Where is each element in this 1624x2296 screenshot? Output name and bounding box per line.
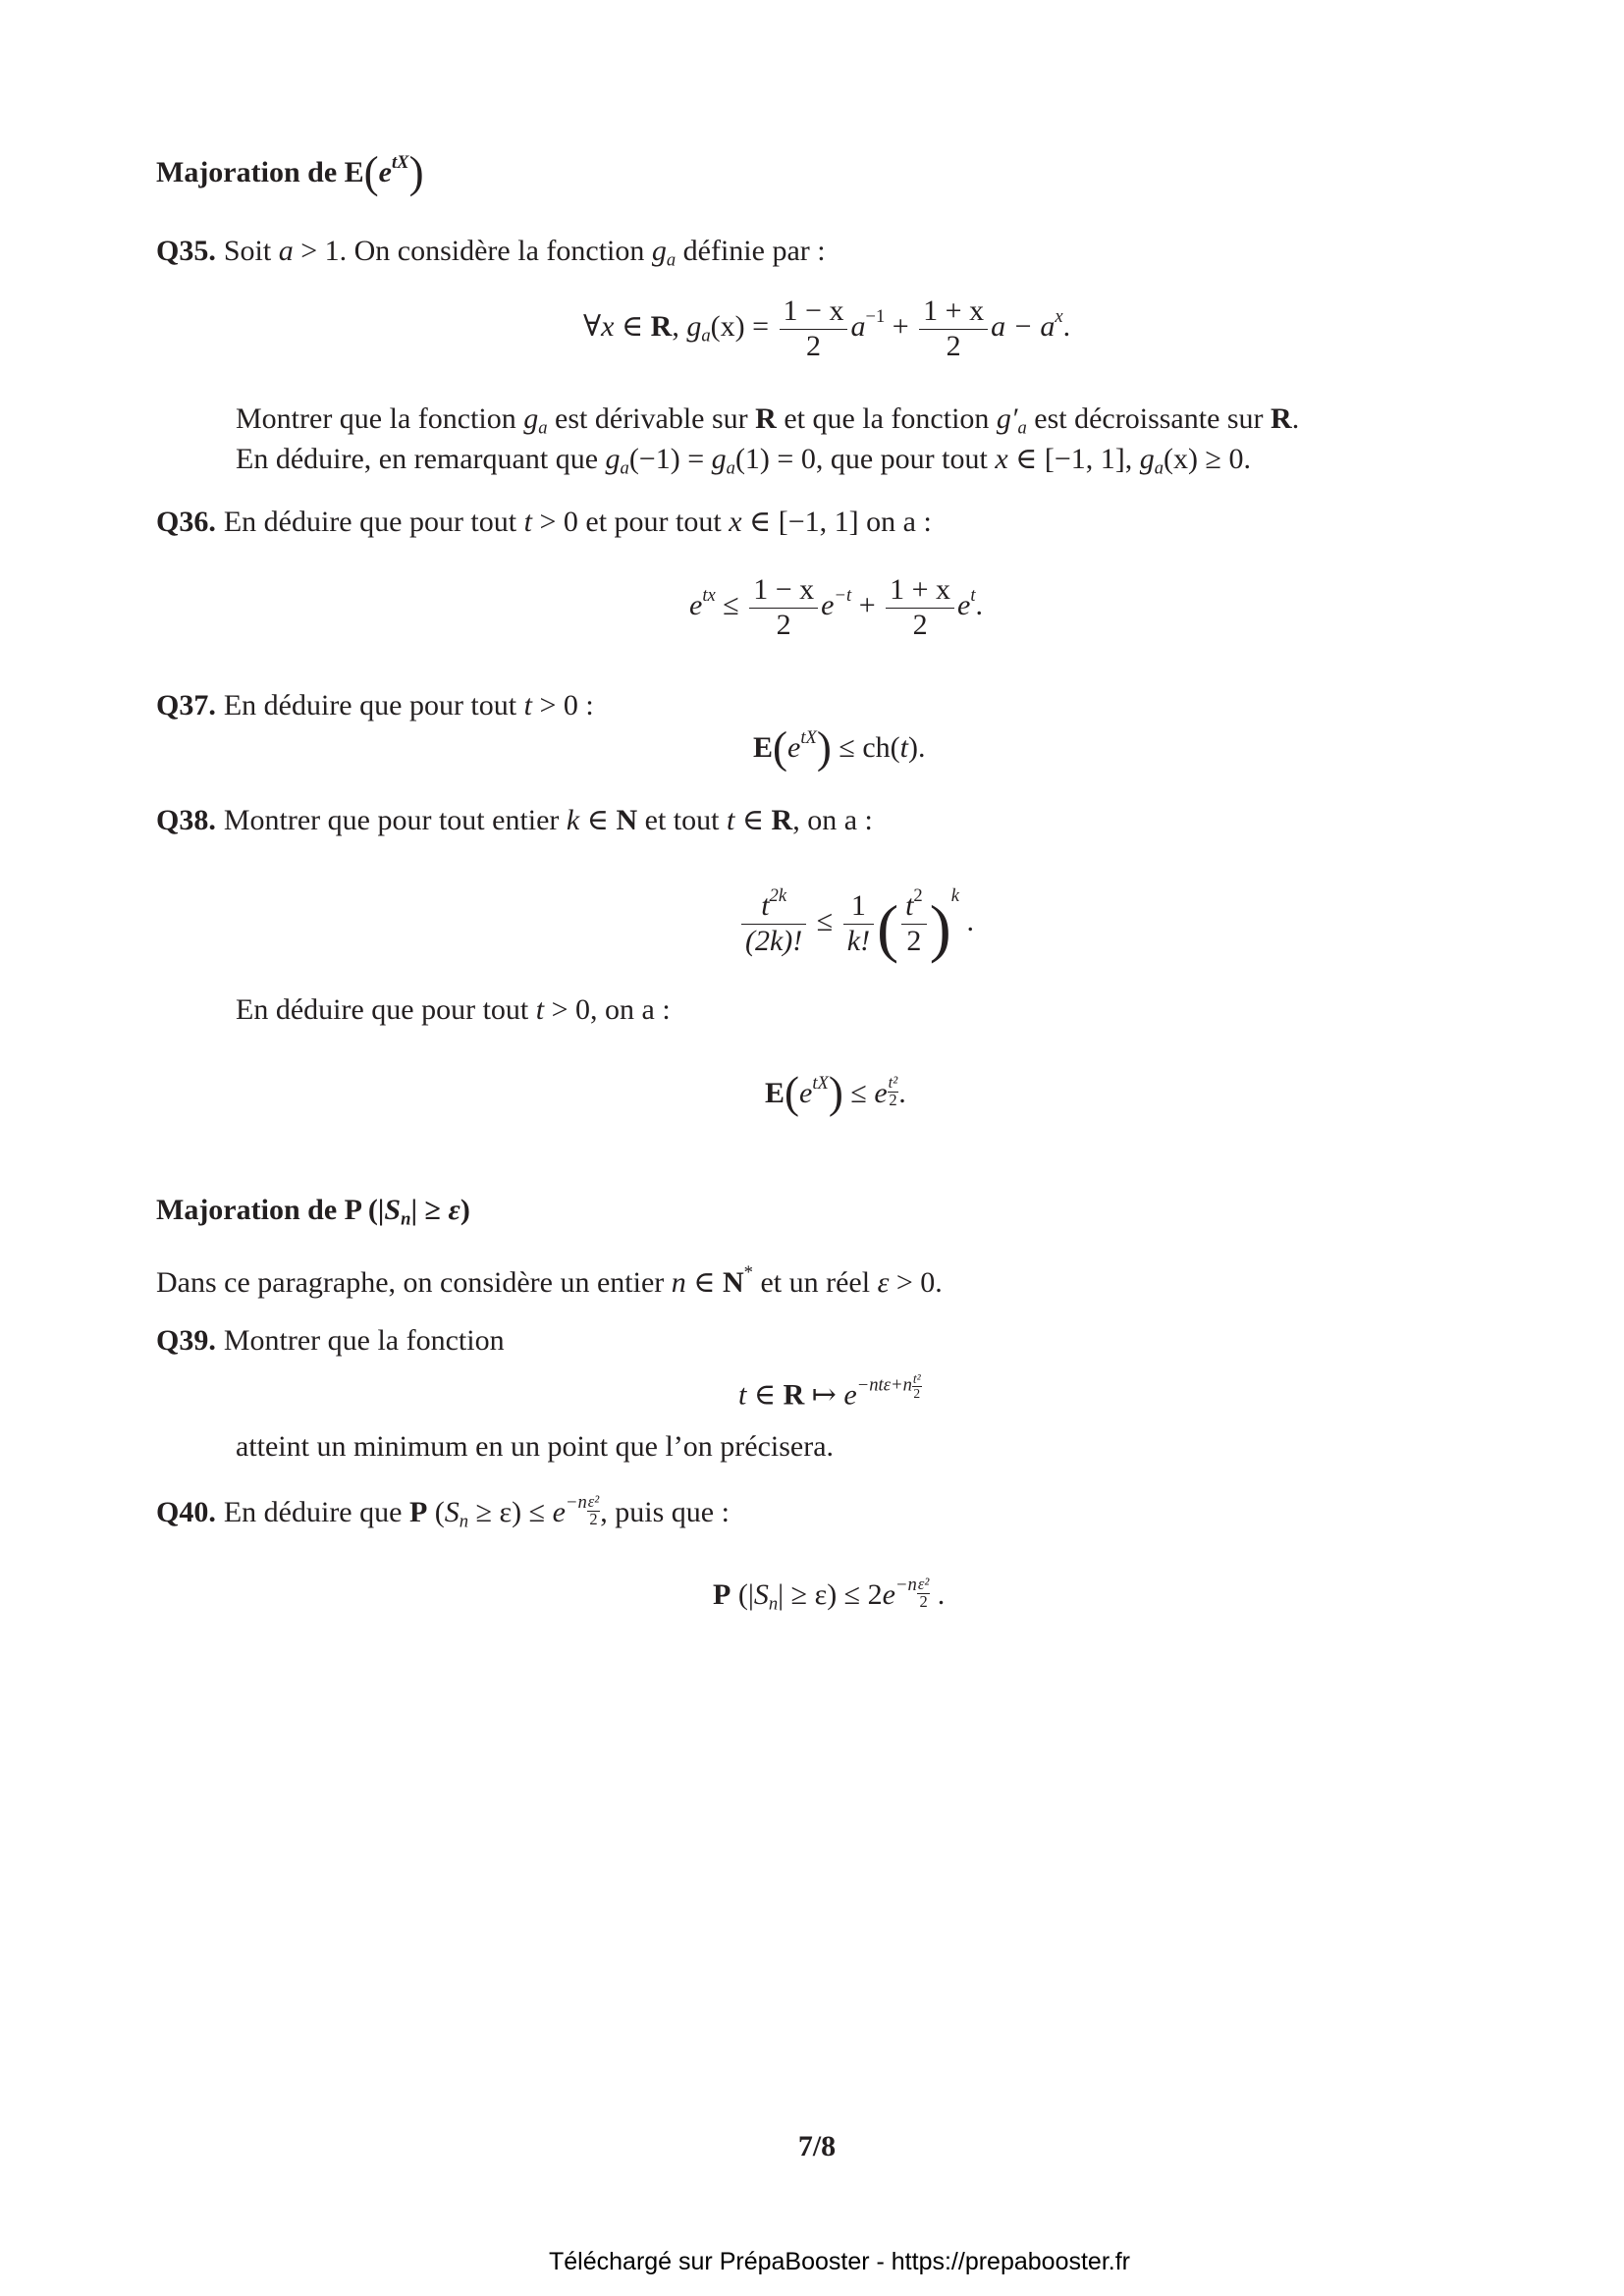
paren: ( xyxy=(363,147,379,197)
text: > 0 et pour tout xyxy=(531,506,730,538)
math: ). xyxy=(908,731,926,764)
numerator xyxy=(901,885,927,925)
denominator: 2 xyxy=(912,608,928,641)
numerator: 1 + x xyxy=(886,573,954,609)
text: > 0 : xyxy=(531,689,594,721)
question-label: Q35. xyxy=(156,235,216,267)
q38-intro xyxy=(156,803,873,838)
math: e xyxy=(843,1378,857,1412)
math: 2k xyxy=(769,885,787,907)
heading-e: e xyxy=(378,156,392,188)
math: N xyxy=(722,1266,744,1299)
math: ( xyxy=(427,1495,445,1528)
numerator: t² xyxy=(912,1371,921,1386)
math: (−1) = xyxy=(628,443,712,475)
text: En déduire que pour tout xyxy=(223,689,524,721)
math: N xyxy=(616,804,638,836)
math: e xyxy=(821,588,835,621)
heading-text: Majoration de xyxy=(156,156,345,188)
fraction xyxy=(888,1075,899,1108)
text: Soit xyxy=(223,235,279,267)
math: k xyxy=(950,885,959,907)
math: , xyxy=(672,309,687,343)
math: −n xyxy=(565,1491,587,1513)
text: ∈ xyxy=(734,804,772,836)
q40-formula xyxy=(713,1576,945,1613)
text: ∈ xyxy=(579,804,617,836)
section-heading-probability-bound xyxy=(156,1193,470,1228)
question-label: Q40. xyxy=(156,1495,216,1528)
math: t xyxy=(905,889,914,922)
math: R xyxy=(783,1378,805,1412)
denominator: 2 xyxy=(919,1591,928,1611)
math: t xyxy=(970,584,976,606)
text: > 0. xyxy=(889,1266,943,1299)
math: R xyxy=(755,402,777,435)
denominator: k! xyxy=(846,924,871,957)
math: . xyxy=(975,588,984,621)
math: ε xyxy=(448,1194,460,1226)
math: ∈ xyxy=(746,1378,784,1412)
math: tX xyxy=(800,727,817,749)
math: tX xyxy=(812,1072,829,1094)
math: ≤ xyxy=(715,588,747,621)
math: g xyxy=(1139,443,1155,475)
math: ≥ ε) ≤ xyxy=(468,1495,553,1528)
math: E xyxy=(753,731,774,764)
text: est décroissante sur xyxy=(1026,402,1272,435)
q35-intro xyxy=(156,234,826,269)
math: a xyxy=(726,457,735,479)
q38-formula xyxy=(738,885,974,965)
math: + xyxy=(851,588,884,621)
text: . xyxy=(1291,402,1300,435)
math: . xyxy=(1062,309,1071,343)
math: ( xyxy=(773,722,788,773)
math: (| xyxy=(360,1194,385,1226)
math: (x) = xyxy=(710,309,777,343)
math: . xyxy=(958,904,974,937)
math: a xyxy=(278,235,294,267)
q40-intro xyxy=(156,1491,730,1532)
heading-sup: tX xyxy=(391,152,409,174)
math: e xyxy=(799,1076,813,1109)
math: . xyxy=(930,1577,946,1611)
text: , puis que : xyxy=(600,1495,730,1528)
math: t xyxy=(523,689,532,721)
math: n xyxy=(768,1593,779,1615)
math: * xyxy=(743,1262,753,1284)
question-label: Q37. xyxy=(156,689,216,721)
denominator: 2 xyxy=(805,329,821,362)
denominator: 2 xyxy=(589,1509,598,1528)
fraction xyxy=(912,1372,922,1400)
heading-text: Majoration de xyxy=(156,1194,345,1226)
page-number: 7/8 xyxy=(797,2130,837,2163)
math: . xyxy=(898,1076,906,1109)
q36-formula xyxy=(689,573,983,642)
fraction xyxy=(749,573,818,642)
q39-formula xyxy=(738,1372,922,1414)
math: e xyxy=(882,1577,895,1611)
math: k xyxy=(566,804,580,836)
text: En déduire que xyxy=(223,1495,409,1528)
math: e xyxy=(787,731,801,764)
text: En déduire que pour tout xyxy=(223,506,524,538)
math: ( xyxy=(785,1068,800,1118)
math: + xyxy=(885,309,917,343)
q35-formula xyxy=(583,294,1070,363)
math: a xyxy=(666,249,677,271)
fraction xyxy=(780,294,848,363)
math: ) xyxy=(816,722,832,773)
math: g xyxy=(651,235,667,267)
text: est dérivable sur xyxy=(547,402,756,435)
math: t xyxy=(523,506,532,538)
math: a xyxy=(1154,457,1164,479)
math: −t xyxy=(834,584,852,606)
paren: ) xyxy=(408,147,424,197)
math: t xyxy=(726,804,735,836)
paragraph-intro xyxy=(156,1262,943,1301)
fraction xyxy=(901,885,927,958)
q35-line2 xyxy=(236,442,1251,477)
section-heading-expectation-bound xyxy=(156,147,424,197)
q39-intro xyxy=(156,1323,505,1359)
q37-intro xyxy=(156,688,594,723)
math: (x) ≥ 0. xyxy=(1164,443,1251,475)
text: Dans ce paragraphe, on considère un entier xyxy=(156,1266,672,1299)
q38-line2 xyxy=(236,992,671,1028)
math: ∈ xyxy=(614,309,651,343)
math: ≤ xyxy=(842,1076,875,1109)
numerator: t² xyxy=(888,1073,898,1092)
math: x xyxy=(729,506,742,538)
numerator: 1 − x xyxy=(749,573,818,609)
text: et tout xyxy=(637,804,727,836)
q39-line2 xyxy=(236,1429,834,1465)
math: n xyxy=(671,1266,686,1299)
math: e xyxy=(874,1076,888,1109)
denominator: (2k)! xyxy=(745,924,803,957)
fraction xyxy=(886,573,954,642)
text: En déduire que pour tout xyxy=(236,993,536,1026)
math: a xyxy=(1017,417,1027,439)
math: e xyxy=(552,1495,566,1528)
question-label: Q38. xyxy=(156,804,216,836)
math: a xyxy=(620,457,629,479)
math: S xyxy=(444,1495,460,1528)
denominator: 2 xyxy=(776,608,791,641)
math: P xyxy=(713,1577,731,1611)
text: atteint un minimum en un point que l’on précisera. xyxy=(236,1430,835,1463)
math: −ntε+n xyxy=(856,1374,912,1396)
text: Montrer que la fonction xyxy=(236,402,524,435)
math: a xyxy=(701,325,711,347)
math: n xyxy=(459,1511,469,1532)
math: ε xyxy=(877,1266,890,1299)
numerator: 1 xyxy=(843,889,874,925)
denominator: 2 xyxy=(946,329,961,362)
math: ↦ xyxy=(804,1378,844,1412)
math: ∀ xyxy=(583,309,602,343)
denominator: 2 xyxy=(889,1090,897,1109)
numerator: 1 + x xyxy=(919,294,988,330)
text: En déduire, en remarquant que xyxy=(236,443,606,475)
footer-download-notice: Téléchargé sur PrépaBooster - https://prepabooster.fr xyxy=(549,2248,1130,2275)
fraction xyxy=(917,1576,930,1610)
math: ≤ xyxy=(809,904,840,937)
text: (1) = 0, que pour tout xyxy=(734,443,996,475)
text: ∈ xyxy=(685,1266,723,1299)
math: g xyxy=(605,443,621,475)
numerator: ε² xyxy=(917,1575,930,1593)
text: > 1. On considère la fonction xyxy=(293,235,652,267)
math: t xyxy=(535,993,545,1026)
math: ( xyxy=(877,892,899,965)
question-label: Q39. xyxy=(156,1324,216,1357)
math: a xyxy=(850,309,866,343)
math: ) xyxy=(828,1068,843,1118)
math: a xyxy=(538,417,548,439)
math: (| xyxy=(731,1577,754,1611)
math: P xyxy=(344,1194,361,1226)
math: g′ xyxy=(996,402,1018,435)
text: ∈ [−1, 1] on a : xyxy=(741,506,932,538)
math: R xyxy=(650,309,673,343)
math: S xyxy=(384,1194,402,1226)
question-label: Q36. xyxy=(156,506,216,538)
math: x xyxy=(995,443,1008,475)
numerator: 1 − x xyxy=(780,294,848,330)
heading-E: E xyxy=(344,156,364,188)
math: g xyxy=(686,309,702,343)
math: S xyxy=(753,1577,769,1611)
numerator: ε² xyxy=(587,1492,600,1511)
math: ≤ ch( xyxy=(831,731,900,764)
math: R xyxy=(1271,402,1292,435)
text: et que la fonction xyxy=(776,402,997,435)
fraction xyxy=(587,1494,600,1527)
math: tx xyxy=(702,584,716,606)
text: et un réel xyxy=(752,1266,878,1299)
math: E xyxy=(765,1076,785,1109)
math: 2 xyxy=(913,885,923,907)
math: | ≥ xyxy=(410,1194,449,1226)
math: R xyxy=(771,804,793,836)
math: t xyxy=(899,731,908,764)
math: x xyxy=(1055,305,1063,327)
math: g xyxy=(523,402,539,435)
math: | ≥ ε) ≤ 2 xyxy=(778,1577,883,1611)
denominator: 2 xyxy=(913,1385,921,1401)
math: t xyxy=(761,889,770,922)
q36-intro xyxy=(156,505,932,540)
math: ) xyxy=(460,1194,470,1226)
text: > 0, on a : xyxy=(544,993,671,1026)
text: définie par : xyxy=(676,235,826,267)
math: g xyxy=(711,443,727,475)
text: Montrer que la fonction xyxy=(223,1324,505,1357)
fraction xyxy=(919,294,988,363)
fraction xyxy=(843,889,874,958)
math: n xyxy=(401,1208,411,1230)
math: ) xyxy=(929,892,951,965)
text: Montrer que pour tout entier xyxy=(223,804,567,836)
q35-line1 xyxy=(236,401,1299,437)
math: −n xyxy=(894,1574,917,1595)
q38-formula2 xyxy=(765,1068,906,1118)
math: e xyxy=(689,588,703,621)
fraction xyxy=(741,885,806,958)
math: P xyxy=(408,1495,428,1528)
math: −1 xyxy=(865,305,886,327)
math: e xyxy=(957,588,971,621)
math: ∈ [−1, 1], xyxy=(1007,443,1140,475)
q37-formula xyxy=(753,722,926,773)
math: x xyxy=(601,309,615,343)
text: , on a : xyxy=(792,804,873,836)
math: a − a xyxy=(991,309,1056,343)
numerator xyxy=(741,885,806,925)
denominator: 2 xyxy=(906,924,922,957)
math: t xyxy=(738,1378,747,1412)
